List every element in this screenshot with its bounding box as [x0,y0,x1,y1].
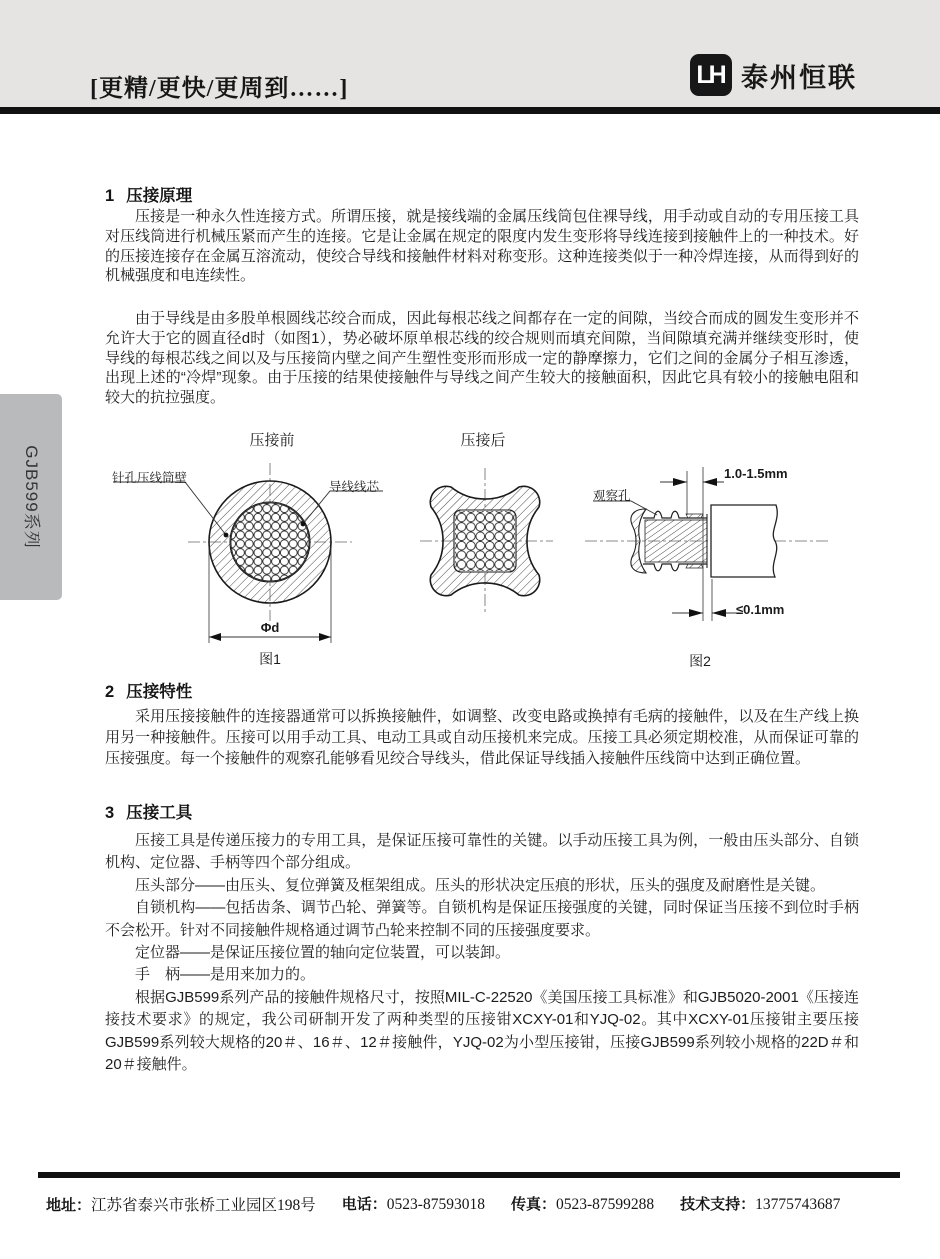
address-value: 江苏省泰兴市张桥工业园区198号 [91,1197,316,1214]
fig1-diameter-dim-label: Φd [260,620,280,635]
paragraph-text: 定位器——是保证压接位置的轴向定位装置，可以装卸。 [135,944,511,962]
fig1-wire-core-label: 导线线芯 [329,480,380,494]
header-slogan: [更精/更快/更周到……] [90,76,349,102]
crimp-diagrams-svg [60,425,900,675]
footer-phone [342,1193,485,1215]
section-1-number: 1 [105,187,115,205]
support-label: 技术支持： [680,1196,756,1213]
paragraph-text: 压头部分——由压头、复位弹簧及框架组成。压头的形状决定压痕的形状，压头的强度及耐磨性是关键。 [135,876,826,894]
section-2-number: 2 [105,683,115,701]
company-logo [690,54,857,96]
section-1-heading [105,182,192,206]
paragraph-text: 自锁机构——包括齿条、调节凸轮、弹簧等。自锁机构是保证压接强度的关键，同时保证当压接不到位时手柄不会松开。针对不同接触件规格通过调节凸轮来控制不同的压接强度要求。 [105,899,859,939]
section-2-paragraph-1 [105,706,859,769]
series-side-tab-label: GJB599系列 [22,445,41,549]
section-3-paragraphs [105,830,859,1076]
fig2-caption: 图2 [689,653,711,669]
section-3-title: 压接工具 [126,804,193,822]
paragraph-text: 手 柄——是用来加力的。 [135,966,316,984]
paragraph-text: 采用压接接触件的连接器通常可以拆换接触件，如调整、改变电路或换掉有毛病的接触件，以及在生产线上换用另一种接触件。压接可以用手动工具、电动工具或自动压接机来完成。压接工具必须定期校准，从而保证可靠的压接强度。每一个接触件的观察孔能够看见绞合导线头，借此保证导线插入接触件压线筒中达到正确位置。 [105,708,859,767]
address-label: 地址： [46,1197,92,1214]
paragraph-text: 由于导线是由多股单根圆线芯绞合而成，因此每根芯线之间都存在一定的间隙，当绞合而成的圆发生变形并不允许大于它的圆直径d时（如图1），势必破坏原单根芯线的绞合规则而填充间隙，当间隙填充满并继续变形时，使导线的每根芯线之间以及与压接筒内壁之间产生塑性变形而形成一定的静摩擦力，它们之间的金属分子相互渗透，出现上述的“冷焊”现象。由于压接的结果使接触件与导线之间产生较大的接触面积，因此它具有较小的接触电阻和较大的抗拉强度。 [105,310,859,407]
company-name: 泰州恒联 [741,62,857,93]
footer-address [46,1193,316,1215]
paragraph-text: 压接工具是传递压接力的专用工具，是保证压接可靠性的关键。以手动压接工具为例，一般由压头部分、自锁机构、定位器、手柄等四个部分组成。 [105,832,859,872]
section-3-heading [105,799,192,823]
fig1-caption: 图1 [259,651,281,667]
fig2-inspection-hole-label: 观察孔 [593,489,631,503]
phone-label: 电话： [341,1196,387,1213]
footer-support [680,1193,840,1215]
section-3-number: 3 [105,804,115,822]
logo-lh-icon [690,54,732,96]
fig1-before-label: 压接前 [249,432,295,449]
footer-fax [511,1193,654,1215]
fax-value: 0523-87599288 [555,1196,655,1213]
section-1-paragraph-2 [105,309,859,408]
fig2-after-label: 压接后 [460,432,506,449]
page-footer [46,1193,906,1215]
fax-label: 传真： [510,1196,556,1213]
header-divider-rule [0,107,940,114]
fig1-barrel-wall-label: 针孔压线筒壁 [112,471,188,485]
page-header [0,0,940,107]
section-1-paragraph-1 [105,207,859,286]
logo-mark: LH [696,60,724,89]
section-1-title: 压接原理 [126,187,193,205]
phone-value: 0523-87593018 [386,1196,485,1213]
fig2-bottom-dim-label: ≤0.1mm [736,602,785,617]
section-2-title: 压接特性 [126,683,193,701]
section-2-heading [105,678,192,702]
paragraph-text: 根据GJB599系列产品的接触件规格尺寸，按照MIL-C-22520《美国压接工具标准》和GJB5020-2001《压接连接技术要求》的规定，我公司研制开发了两种类型的压接钳XCXY-01和YJQ-02。其中XCXY-01压接钳主要压接GJB599系列较大规格的20＃、16＃、12＃接触件，YJQ-02为小型压接钳，压接GJB599系列较小规格的22D＃和20＃接触件。 [105,988,859,1074]
fig2-top-dim-label: 1.0-1.5mm [724,466,788,481]
paragraph-text: 压接是一种永久性连接方式。所谓压接，就是接线端的金属压线筒包住裸导线，用手动或自动的专用压接工具对压线筒进行机械压紧而产生的连接。它是让金属在规定的限度内发生变形将导线连接到接触件上的一种技术。好的压接连接存在金属互溶流动，使绞合导线和接触件材料对称变形。这种连接类似于一种冷焊连接，从而得到好的机械强度和电连续性。 [105,208,859,285]
footer-divider-rule [38,1172,900,1178]
support-value: 13775743687 [755,1196,841,1213]
